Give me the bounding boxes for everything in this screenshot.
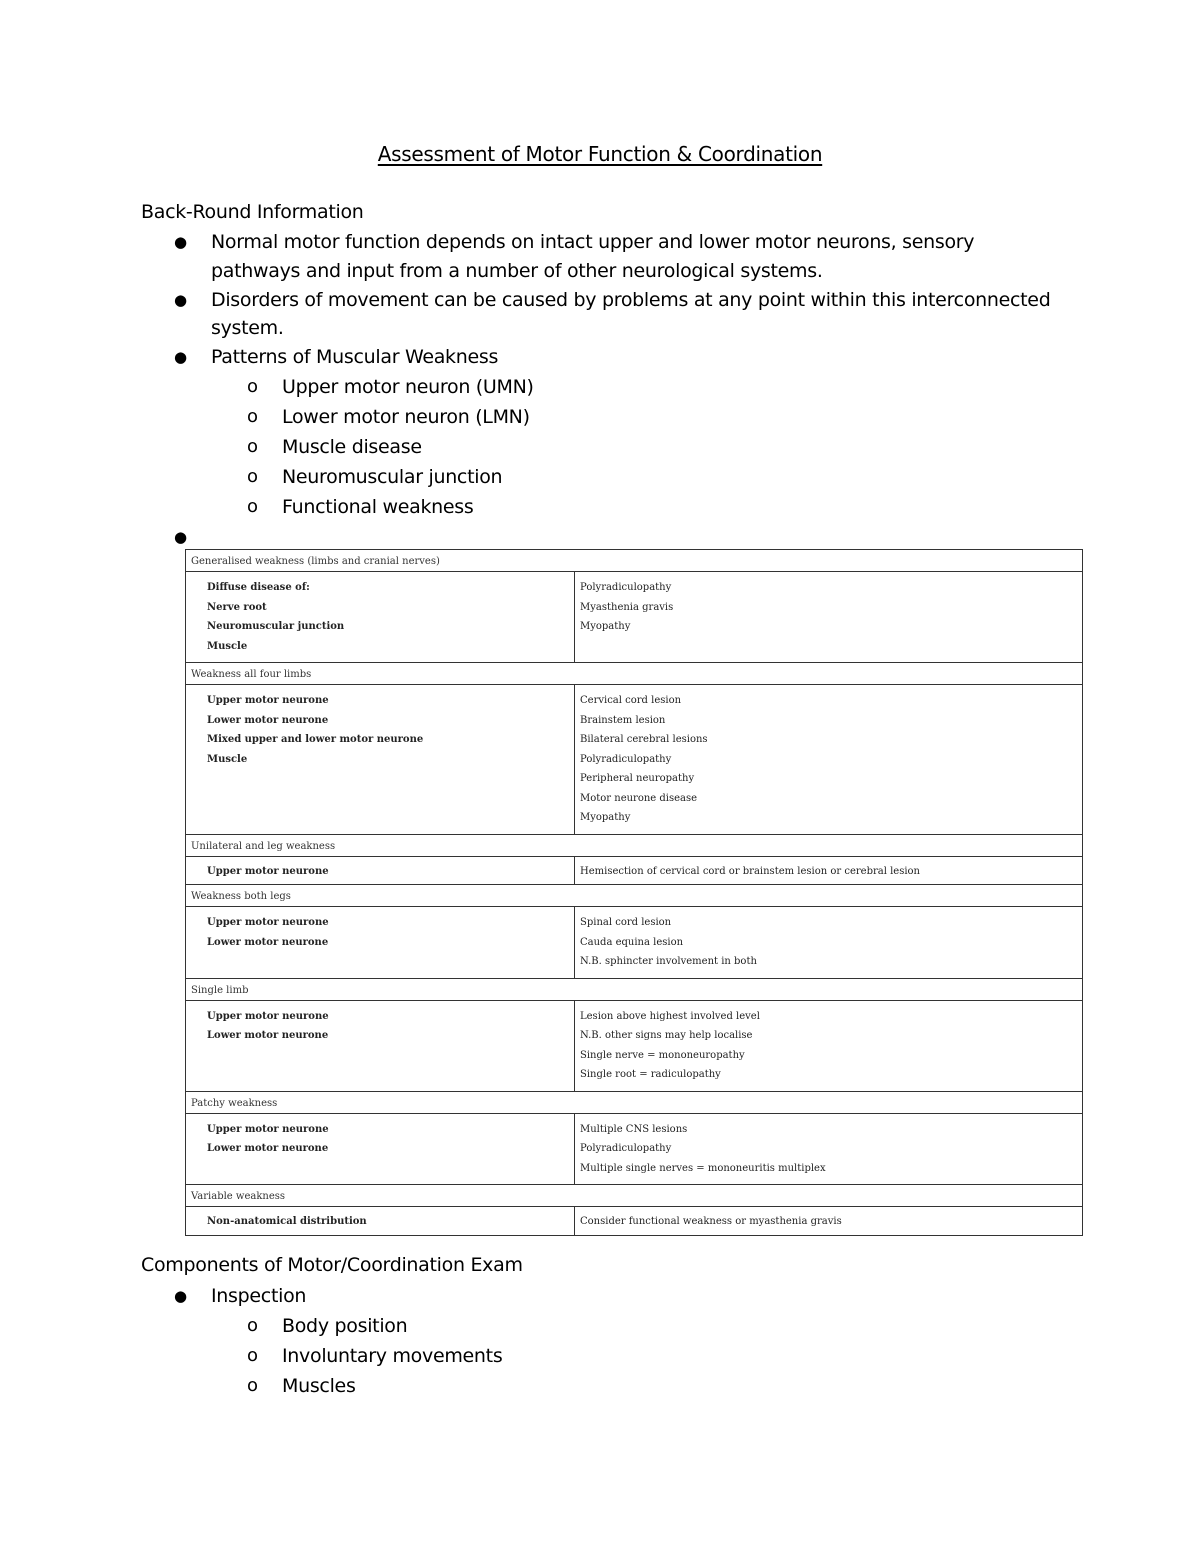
sub-item-text: Muscle disease bbox=[282, 435, 422, 458]
table-cell-cause bbox=[575, 572, 1083, 663]
table-cell-line: Upper motor neurone bbox=[207, 1123, 329, 1135]
table-cell-line: Motor neurone disease bbox=[580, 792, 698, 804]
table-cell-line: Polyradiculopathy bbox=[580, 1143, 672, 1154]
sub-list-item bbox=[211, 402, 1061, 432]
table-cell-line: Polyradiculopathy bbox=[580, 582, 672, 593]
table-row bbox=[186, 907, 1083, 979]
table-group-heading-row bbox=[186, 550, 1083, 572]
table-cell-lesion-type bbox=[186, 907, 575, 979]
sub-item-text: Muscles bbox=[282, 1374, 356, 1397]
table-group-heading-row bbox=[186, 885, 1083, 907]
table-cell-line: Myopathy bbox=[580, 621, 631, 632]
table-group-heading-row bbox=[186, 834, 1083, 856]
table-cell-cause bbox=[575, 685, 1083, 835]
table-cell-line: Multiple CNS lesions bbox=[580, 1123, 688, 1135]
table-cell-line: Spinal cord lesion bbox=[580, 917, 672, 928]
sub-list-item bbox=[211, 1311, 1061, 1341]
sub-list-item bbox=[211, 1371, 1061, 1401]
circle-bullet-icon: o bbox=[247, 1374, 258, 1396]
sub-item-text: Neuromuscular junction bbox=[282, 466, 503, 489]
table-cell-line: Hemisection of cervical cord or brainstem lesion or cerebral lesion bbox=[580, 865, 920, 877]
table-cell-lesion-type bbox=[186, 685, 575, 835]
list-item bbox=[141, 1282, 1061, 1401]
table-cell-line: Single nerve = mononeuropathy bbox=[580, 1049, 745, 1061]
bullet-text: Inspection bbox=[211, 1285, 307, 1307]
table-cell-line: Lower motor neurone bbox=[207, 1143, 329, 1154]
table-cell-lesion-type bbox=[186, 1113, 575, 1185]
table-group-heading: Patchy weakness bbox=[186, 1091, 1083, 1113]
table-row bbox=[186, 1207, 1083, 1236]
table-cell-line: Neuromuscular junction bbox=[207, 621, 345, 632]
bullet-icon: ● bbox=[174, 233, 187, 251]
table-cell-line: Myasthenia gravis bbox=[580, 601, 674, 613]
table-group-heading: Generalised weakness (limbs and cranial nerves) bbox=[186, 550, 1083, 572]
table-cell-lesion-type bbox=[186, 856, 575, 885]
table-cell-line: Polyradiculopathy bbox=[580, 753, 672, 765]
sub-list-item bbox=[211, 462, 1061, 492]
circle-bullet-icon: o bbox=[247, 375, 258, 397]
table-group-heading-row bbox=[186, 1185, 1083, 1207]
table-cell-line: Nerve root bbox=[207, 601, 267, 613]
table-row bbox=[186, 856, 1083, 885]
table-cell-line: Muscle bbox=[207, 753, 248, 765]
table-cell-line: Upper motor neurone bbox=[207, 1010, 329, 1022]
sub-list-item bbox=[211, 492, 1061, 522]
table-cell-cause bbox=[575, 1000, 1083, 1091]
table-cell-line: Lower motor neurone bbox=[207, 1030, 329, 1041]
list-item bbox=[141, 228, 1061, 285]
bullet-text: Normal motor function depends on intact upper and lower motor neurons, sensory pathways and input from a number of other neurological systems. bbox=[211, 231, 975, 282]
table-cell-line: Diffuse disease of: bbox=[207, 582, 310, 593]
circle-bullet-icon: o bbox=[247, 466, 258, 488]
bullet-icon: ● bbox=[174, 290, 187, 309]
table-cell-cause bbox=[575, 1207, 1083, 1236]
table-group-heading: Weakness both legs bbox=[186, 885, 1083, 907]
list-item bbox=[141, 286, 1061, 343]
table-cell-line: Bilateral cerebral lesions bbox=[580, 734, 708, 745]
bullet-icon: ● bbox=[174, 348, 187, 366]
table-group-heading-row bbox=[186, 1091, 1083, 1113]
table-cell-lesion-type bbox=[186, 572, 575, 663]
sub-item-text: Functional weakness bbox=[282, 496, 474, 519]
circle-bullet-icon: o bbox=[247, 405, 258, 427]
table-row bbox=[186, 1000, 1083, 1091]
table-cell-line: Upper motor neurone bbox=[207, 865, 329, 877]
sub-item-text: Body position bbox=[282, 1314, 408, 1337]
table-cell-line: Lower motor neurone bbox=[207, 714, 329, 726]
circle-bullet-icon: o bbox=[247, 435, 258, 457]
table-cell-line: Brainstem lesion bbox=[580, 714, 666, 726]
table-cell-line: Peripheral neuropathy bbox=[580, 773, 695, 784]
table-cell-line: Muscle bbox=[207, 640, 248, 652]
components-bullet-list bbox=[141, 1282, 1061, 1402]
weakness-patterns-table bbox=[185, 549, 1083, 1236]
inspection-sub-list bbox=[211, 1311, 1061, 1402]
table-cell-line: Cervical cord lesion bbox=[580, 695, 682, 706]
table-cell-cause bbox=[575, 907, 1083, 979]
table-cell-line: Upper motor neurone bbox=[207, 917, 329, 928]
table-cell-lesion-type bbox=[186, 1000, 575, 1091]
sub-list-item bbox=[211, 1341, 1061, 1371]
table-group-heading: Weakness all four limbs bbox=[186, 663, 1083, 685]
bullet-icon: ● bbox=[174, 1287, 187, 1305]
table-cell-line: Mixed upper and lower motor neurone bbox=[207, 734, 424, 745]
circle-bullet-icon: o bbox=[247, 1314, 258, 1336]
table-cell-line: Consider functional weakness or myasthenia gravis bbox=[580, 1216, 842, 1227]
table-cell-line: Cauda equina lesion bbox=[580, 936, 684, 948]
table-group-heading: Variable weakness bbox=[186, 1185, 1083, 1207]
background-bullet-list bbox=[141, 228, 1061, 547]
table-cell-lesion-type bbox=[186, 1207, 575, 1236]
table-cell-line: Single root = radiculopathy bbox=[580, 1069, 721, 1080]
bullet-text: Disorders of movement can be caused by problems at any point within this interconnected system. bbox=[211, 288, 1051, 339]
sub-item-text: Lower motor neuron (LMN) bbox=[282, 405, 530, 428]
table-cell-cause bbox=[575, 856, 1083, 885]
table-cell-line: N.B. other signs may help localise bbox=[580, 1030, 753, 1041]
table-cell-cause bbox=[575, 1113, 1083, 1185]
circle-bullet-icon: o bbox=[247, 1344, 258, 1366]
background-heading: Back-Round Information bbox=[141, 201, 364, 223]
weakness-pattern-list bbox=[211, 372, 1061, 523]
table-cell-line: Myopathy bbox=[580, 812, 631, 823]
sub-item-text: Upper motor neuron (UMN) bbox=[282, 375, 534, 398]
table-group-heading: Single limb bbox=[186, 978, 1083, 1000]
table-group-heading: Unilateral and leg weakness bbox=[186, 834, 1083, 856]
table-row bbox=[186, 572, 1083, 663]
sub-list-item bbox=[211, 432, 1061, 462]
table-group-heading-row bbox=[186, 663, 1083, 685]
table-cell-line: N.B. sphincter involvement in both bbox=[580, 956, 757, 967]
table-row bbox=[186, 1113, 1083, 1185]
list-item bbox=[141, 343, 1061, 523]
table-cell-line: Lower motor neurone bbox=[207, 936, 329, 948]
page-title: Assessment of Motor Function & Coordination bbox=[377, 142, 823, 166]
table-cell-line: Non-anatomical distribution bbox=[207, 1216, 367, 1227]
table-cell-line: Lesion above highest involved level bbox=[580, 1010, 760, 1022]
sub-item-text: Involuntary movements bbox=[282, 1344, 503, 1367]
table-cell-line: Multiple single nerves = mononeuritis multiplex bbox=[580, 1162, 826, 1174]
bullet-text: Patterns of Muscular Weakness bbox=[211, 346, 499, 368]
table-cell-line: Upper motor neurone bbox=[207, 695, 329, 706]
sub-list-item bbox=[211, 372, 1061, 402]
table-row bbox=[186, 685, 1083, 835]
table-group-heading-row bbox=[186, 978, 1083, 1000]
components-heading: Components of Motor/Coordination Exam bbox=[141, 1254, 523, 1276]
circle-bullet-icon: o bbox=[247, 496, 258, 518]
bullet-icon: ● bbox=[174, 528, 187, 547]
